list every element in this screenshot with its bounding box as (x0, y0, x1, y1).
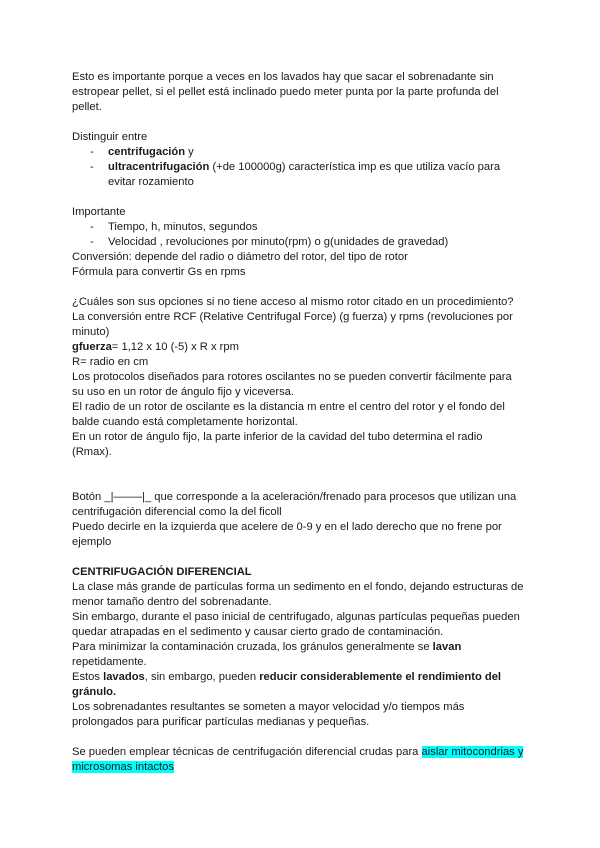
rcf-conversion: La conversión entre RCF (Relative Centrifugal Force) (g fuerza) y rpms (revoluciones por minuto) (72, 311, 513, 338)
diferencial-p6: Se pueden emplear técnicas de centrifugación diferencial crudas para aislar mitocondrias y microsomas intactos (72, 746, 524, 773)
importante-heading: Importante (72, 206, 126, 218)
boton-example: Puedo decirle en la izquierda que acelere de 0-9 y en el lado derecho que no frene por ejemplo (72, 521, 502, 548)
rotor-question: ¿Cuáles son sus opciones si no tiene acceso al mismo rotor citado en un procedimiento? (72, 296, 514, 308)
list-item: - Tiempo, h, minutos, segundos (90, 221, 258, 233)
protocolos-paragraph: Los protocolos diseñados para rotores oscilantes no se pueden convertir fácilmente para su uso en un rotor de ángulo fijo y viceversa. (72, 371, 512, 398)
diferencial-p4: Estos lavados, sin embargo, pueden reducir considerablemente el rendimiento del gránulo. (72, 671, 502, 698)
importante-list (72, 220, 524, 250)
diferencial-p3: Para minimizar la contaminación cruzada, los gránulos generalmente se lavan repetidamente. (72, 641, 462, 668)
highlighted-text: aislar mitocondrias y microsomas intactos (72, 746, 524, 773)
dash-bullet: - (90, 221, 94, 233)
section-title: CENTRIFUGACIÓN DIFERENCIAL (72, 566, 252, 578)
list-item: - centrifugación y (90, 146, 194, 158)
diferencial-p1: La clase más grande de partículas forma un sedimento en el fondo, dejando estructuras de menor tamaño dentro del sobrenadante. (72, 581, 524, 608)
document-content (72, 70, 524, 775)
angulo-fijo-paragraph: En un rotor de ángulo fijo, la parte inferior de la cavidad del tubo determina el radio (Rmax). (72, 431, 483, 458)
list-item: - ultracentrifugación (+de 100000g) característica imp es que utiliza vacío para evitar rozamiento (90, 161, 501, 188)
radio-paragraph: El radio de un rotor de oscilante es la distancia m entre el centro del rotor y el fondo del balde cuando está completamente horizontal. (72, 401, 505, 428)
dash-bullet: - (90, 161, 94, 173)
radius-definition: R= radio en cm (72, 356, 149, 368)
distinguir-list (72, 145, 524, 190)
boton-paragraph: Botón _|—–—|_ que corresponde a la aceleración/frenado para procesos que utilizan una centrifugación diferencial como la del ficoll (72, 491, 517, 518)
diferencial-p5: Los sobrenadantes resultantes se someten a mayor velocidad y/o tiempos más prolongados para purificar partículas medianas y pequeñas. (72, 701, 465, 728)
intro-paragraph: Esto es importante porque a veces en los lavados hay que sacar el sobrenadante sin estropear pellet, si el pellet está inclinado puedo meter punta por la parte profunda del pellet. (72, 71, 499, 113)
list-item: - Velocidad , revoluciones por minuto(rpm) o g(unidades de gravedad) (90, 236, 449, 248)
dash-bullet: - (90, 146, 94, 158)
dash-bullet: - (90, 236, 94, 248)
diferencial-p2: Sin embargo, durante el paso inicial de centrifugado, algunas partículas pequeñas pueden quedar atrapadas en el sedimento y causar cierto grado de contaminación. (72, 611, 520, 638)
gfuerza-formula: gfuerza= 1,12 x 10 (-5) x R x rpm (72, 341, 239, 353)
formula-line: Fórmula para convertir Gs en rpms (72, 266, 246, 278)
conversion-line: Conversión: depende del radio o diámetro del rotor, del tipo de rotor (72, 251, 408, 263)
distinguir-heading: Distinguir entre (72, 131, 148, 143)
